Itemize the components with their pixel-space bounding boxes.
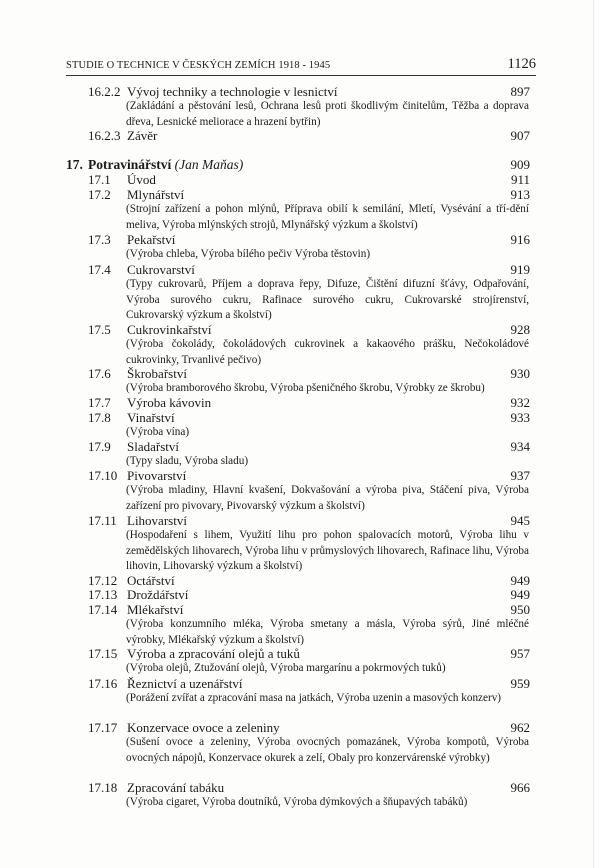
toc-entry-number: 17.12 xyxy=(88,573,118,588)
toc-entry xyxy=(0,395,600,411)
toc-entry-page: 930 xyxy=(510,366,530,381)
toc-entry xyxy=(0,187,600,203)
toc-entry-description: (Výroba olejů, Ztužování olejů, Výroba margarínu a pokrmových tuků) xyxy=(126,662,446,674)
toc-entry-page: 945 xyxy=(510,513,530,528)
toc-entry-title xyxy=(127,395,211,411)
toc-entry-number: 17.8 xyxy=(88,410,111,425)
toc-entry-title xyxy=(127,322,212,338)
toc-entry-description: (Výroba vína) xyxy=(126,426,190,438)
toc-entry-page: 916 xyxy=(510,232,530,247)
toc-entry-number: 17.9 xyxy=(88,439,111,454)
toc-entry xyxy=(0,322,600,338)
toc-entry xyxy=(0,232,600,248)
toc-entry-description: (Výroba bramborového škrobu, Výroba pšeničného škrobu, Výrobky ze škrobu) xyxy=(126,382,485,394)
toc-entry-number: 17.18 xyxy=(88,780,118,795)
toc-entry-title-text: Závěr xyxy=(127,128,158,143)
toc-entry-page: 913 xyxy=(510,187,530,202)
running-header-title: STUDIE O TECHNICE V ČESKÝCH ZEMÍCH 1918 - 1945 xyxy=(66,60,331,71)
toc-entry-page: 949 xyxy=(510,573,530,588)
toc-entry xyxy=(0,602,600,618)
toc-entry-number: 17.6 xyxy=(88,366,111,381)
toc-entry-number: 17.17 xyxy=(88,720,118,735)
toc-entry-description: (Výroba cigaret, Výroba doutníků, Výroba dýmkových a šňupavých tabáků) xyxy=(126,796,468,808)
toc-entry-title xyxy=(127,720,280,736)
toc-entry-title-text: Řeznictví a uzenářství xyxy=(127,676,243,691)
toc-entry-page: 962 xyxy=(510,720,530,735)
toc-entry-title-text: Úvod xyxy=(127,172,156,187)
toc-entry-page: 919 xyxy=(510,262,530,277)
toc-entry-page: 911 xyxy=(510,172,530,187)
toc-entry-title-text: Cukrovarství xyxy=(127,262,195,277)
toc-chapter-heading xyxy=(0,157,600,173)
toc-entry-page: 934 xyxy=(510,439,530,454)
toc-entry-description: (Zakládání a pěstování lesů, Ochrana lesů proti škodlivým činitelům, Těžba a doprava dřeva, Lesnické meliorace a hrazení bytřin) xyxy=(126,100,529,128)
toc-entry-number: 17.3 xyxy=(88,232,111,247)
toc-entry-title xyxy=(127,410,175,426)
toc-entry-title xyxy=(127,646,300,662)
toc-entry-number: 17.16 xyxy=(88,676,118,691)
toc-entry-title-text: Sladařství xyxy=(127,439,179,454)
toc-entry-author: (Jan Maňas) xyxy=(171,157,244,172)
toc-entry-title xyxy=(127,172,156,188)
toc-entry-title-text: Konzervace ovoce a zeleniny xyxy=(127,720,280,735)
toc-entry-title xyxy=(127,262,195,278)
toc-entry-number: 17.4 xyxy=(88,262,111,277)
toc-entry-title xyxy=(127,513,187,529)
toc-entry-title xyxy=(127,587,188,603)
toc-entry-title xyxy=(127,187,184,203)
toc-entry-title-text: Výroba a zpracování olejů a tuků xyxy=(127,646,300,661)
toc-entry-page: 932 xyxy=(510,395,530,410)
toc-entry-title xyxy=(127,128,157,144)
toc-entry xyxy=(0,587,600,603)
toc-entry-page: 950 xyxy=(510,602,530,617)
toc-entry xyxy=(0,84,600,100)
toc-entry-number: 17.15 xyxy=(88,646,118,661)
toc-entry-number: 17. xyxy=(66,157,83,172)
toc-entry-title-text: Cukrovinkařství xyxy=(127,322,212,337)
toc-entry-number: 17.11 xyxy=(88,513,117,528)
toc-entry-page: 937 xyxy=(510,468,530,483)
toc-entry-number: 17.14 xyxy=(88,602,118,617)
toc-entry-page: 966 xyxy=(510,780,530,795)
toc-entry xyxy=(0,780,600,796)
toc-entry-title-text: Octářství xyxy=(127,573,175,588)
toc-entry-description: (Výroba čokolády, čokoládových cukrovinek a kakaového prášku, Nečokoládové cukrovinky, Trvanlivé pečivo) xyxy=(126,338,529,366)
toc-entry-title-text: Výroba kávovin xyxy=(127,395,212,410)
toc-entry-description: (Typy sladu, Výroba sladu) xyxy=(126,455,249,467)
toc-entry-page: 949 xyxy=(510,587,530,602)
toc-entry xyxy=(0,410,600,426)
toc-entry-page: 928 xyxy=(510,322,530,337)
toc-entry-title-text: Potravinářství xyxy=(88,157,172,172)
toc-entry-description: (Hospodaření s lihem, Využití lihu pro pohon spalovacích motorů, Výroba lihu v zemědělských lihovarech, Výroba lihu v průmyslových lihovarech, Rafinace lihu, Výroba lihovin, Lihovarský výzkum a školství) xyxy=(126,529,529,572)
toc-entry-number: 16.2.3 xyxy=(88,128,121,143)
toc-entry-number: 17.7 xyxy=(88,395,111,410)
toc-entry-description: (Výroba konzumního mléka, Výroba smetany a másla, Výroba sýrů, Jiné mléčné výrobky, Mlékařský výzkum a školství) xyxy=(126,618,529,646)
toc-entry xyxy=(0,468,600,484)
toc-entry-title xyxy=(127,366,187,382)
toc-entry-title xyxy=(127,468,186,484)
toc-entry-number: 17.2 xyxy=(88,187,111,202)
running-header xyxy=(66,55,536,76)
toc-entry-title xyxy=(88,157,243,173)
toc-entry-title xyxy=(127,84,337,100)
toc-entry-title-text: Pivovarství xyxy=(127,468,187,483)
toc-entry-description: (Porážení zvířat a zpracování masa na jatkách, Výroba uzenin a masových konzerv) xyxy=(126,692,502,704)
toc-entry-title-text: Vývoj techniky a technologie v lesnictví xyxy=(127,84,338,99)
toc-entry-title xyxy=(127,232,175,248)
toc-entry-number: 17.10 xyxy=(88,468,118,483)
toc-entry-title-text: Pekařství xyxy=(127,232,176,247)
toc-entry-number: 17.13 xyxy=(88,587,118,602)
toc-entry-title-text: Mlynářství xyxy=(127,187,185,202)
toc-entry-page: 897 xyxy=(510,84,530,99)
toc-entry-title-text: Škrobařství xyxy=(127,366,187,381)
toc-entry-title-text: Droždářství xyxy=(127,587,189,602)
toc-entry-description: (Výroba chleba, Výroba bílého pečiv Výroba těstovin) xyxy=(126,248,371,260)
page-number: 1126 xyxy=(507,56,536,72)
toc-entry-title xyxy=(127,676,243,692)
toc-entry-page: 909 xyxy=(510,157,530,172)
toc-entry-page: 933 xyxy=(510,410,530,425)
toc-entry-page: 959 xyxy=(510,676,530,691)
toc-entry-title-text: Lihovarství xyxy=(127,513,187,528)
toc-entry-page: 957 xyxy=(510,646,530,661)
toc-entry xyxy=(0,646,600,662)
toc-entry-title xyxy=(127,780,224,796)
toc-entry-title-text: Vinařství xyxy=(127,410,175,425)
toc-entry xyxy=(0,720,600,736)
toc-entry xyxy=(0,172,600,188)
toc-entry xyxy=(0,262,600,278)
toc-entry-title-text: Mlékařství xyxy=(127,602,184,617)
toc-entry xyxy=(0,676,600,692)
toc-entry-number: 17.5 xyxy=(88,322,111,337)
toc-entry xyxy=(0,366,600,382)
toc-entry-description: (Sušení ovoce a zeleniny, Výroba ovocných pomazánek, Výroba kompotů, Výroba ovocných nápojů, Konzervace okurek a zelí, Obaly pro konzervárenské výrobky) xyxy=(126,736,529,764)
toc-entry-page: 907 xyxy=(510,128,530,143)
toc-entry xyxy=(0,439,600,455)
toc-entry-title xyxy=(127,439,179,455)
toc-entry-description: (Výroba mladiny, Hlavní kvašení, Dokvašování a výroba piva, Stáčení piva, Výroba zařízení pro pivovary, Pivovarský výzkum a školství) xyxy=(126,484,529,512)
toc-entry-number: 17.1 xyxy=(88,172,111,187)
toc-entry-title xyxy=(127,602,183,618)
toc-entry xyxy=(0,513,600,529)
toc-entry-number: 16.2.2 xyxy=(88,84,121,99)
toc-entry xyxy=(0,128,600,144)
toc-entry-description: (Strojní zařízení a pohon mlýnů, Příprava obilí k semilání, Mletí, Vysévání a tří-dění meliva, Výroba mlýnských strojů, Mlynářský výzkum a školství) xyxy=(126,203,529,231)
toc-entry-title-text: Zpracování tabáku xyxy=(127,780,225,795)
toc-entry-description: (Typy cukrovarů, Příjem a doprava řepy, Difuze, Čištění difuzní šťávy, Odpařování, Výroba surového cukru, Rafinace surového cukru, Cukrovarské strojírenství, Cukrovarský výzkum a školství) xyxy=(126,278,529,321)
